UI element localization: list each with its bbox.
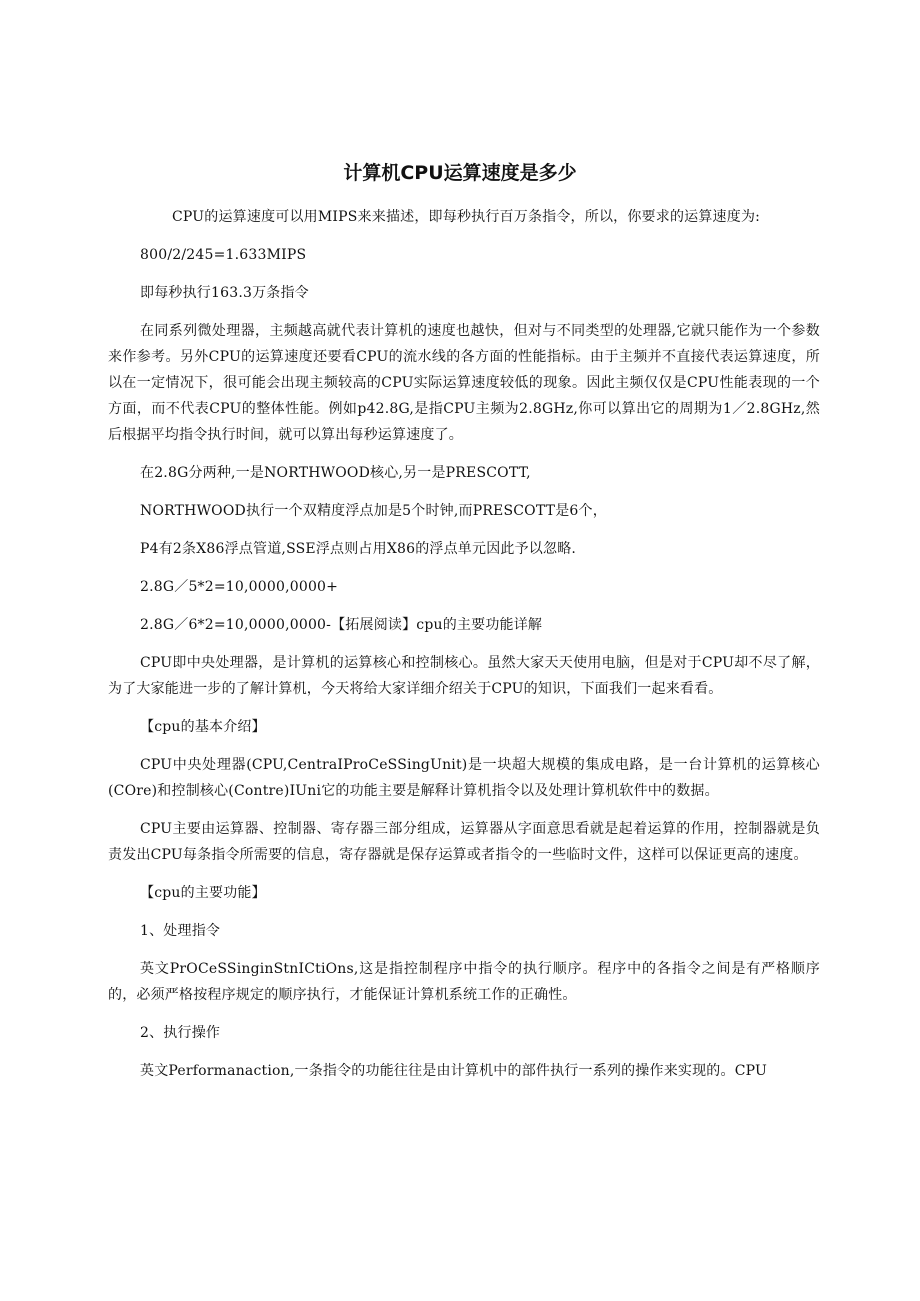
paragraph-p6: NORTHWOOD执行一个双精度浮点加是5个时钟,而PRESCOTT是6个， xyxy=(140,503,607,519)
paragraph-p12: CPU中央处理器(CPU,CentraIProCeSSingUnit)是一块超大规模的集成电路，是一台计算机的运算核心(COre)和控制核心(Contre)IUni它的功能主要是解释计算机指令以及处理计算机软件中的数据。 xyxy=(108,757,820,799)
paragraph-p8: 2.8G／5*2=10,0000,0000+ xyxy=(140,579,339,595)
paragraph-p4: 在同系列微处理器，主频越高就代表计算机的速度也越快，但对与不同类型的处理器,它就只能作为一个参数来作参考。另外CPU的运算速度还要看CPU的流水线的各方面的性能指标。由于主频并不直接代表运算速度，所以在一定情况下，很可能会出现主频较高的CPU实际运算速度较低的现象。因此主频仅仅是CPU性能表现的一个方面，而不代表CPU的整体性能。例如p42.8G,是指CPU主频为2.8GHz,你可以算出它的周期为1／2.8GHz,然后根据平均指令执行时间，就可以算出每秒运算速度了。 xyxy=(108,323,820,443)
paragraph-p17: 2、执行操作 xyxy=(140,1025,221,1041)
paragraph-p11: 【cpu的基本介绍】 xyxy=(140,719,266,735)
paragraph-p14: 【cpu的主要功能】 xyxy=(140,885,266,901)
paragraph-p5: 在2.8G分两种,一是NORTHWOOD核心,另一是PRESCOTT, xyxy=(140,465,531,481)
paragraph-p3: 即每秒执行163.3万条指令 xyxy=(140,285,309,301)
paragraph-p15: 1、处理指令 xyxy=(140,923,221,939)
paragraph-p2: 800/2/245=1.633MIPS xyxy=(140,247,307,263)
paragraph-p16: 英文PrOCeSSinginStnICtiOns,这是指控制程序中指令的执行顺序。程序中的各指令之间是有严格顺序的，必须严格按程序规定的顺序执行，才能保证计算机系统工作的正确性。 xyxy=(108,961,820,1003)
document-body xyxy=(108,204,820,1096)
document-title: 计算机CPU运算速度是多少 xyxy=(343,162,577,184)
paragraph-p7: P4有2条X86浮点管道,SSE浮点则占用X86的浮点单元因此予以忽略. xyxy=(140,541,577,557)
paragraph-p18: 英文Performanaction,一条指令的功能往往是由计算机中的部件执行一系列的操作来实现的。CPU xyxy=(140,1063,767,1079)
paragraph-p1: CPU的运算速度可以用MIPS来来描述，即每秒执行百万条指令，所以，你要求的运算速度为: xyxy=(172,209,761,225)
paragraph-p13: CPU主要由运算器、控制器、寄存器三部分组成，运算器从字面意思看就是起着运算的作用，控制器就是负责发出CPU每条指令所需要的信息，寄存器就是保存运算或者指令的一些临时文件，这样可以保证更高的速度。 xyxy=(108,821,820,863)
paragraph-p9: 2.8G／6*2=10,0000,0000-【拓展阅读】cpu的主要功能详解 xyxy=(140,617,543,633)
paragraph-p10: CPU即中央处理器，是计算机的运算核心和控制核心。虽然大家天天使用电脑，但是对于CPU却不尽了解，为了大家能进一步的了解计算机，今天将给大家详细介绍关于CPU的知识，下面我们一起来看看。 xyxy=(108,655,820,697)
